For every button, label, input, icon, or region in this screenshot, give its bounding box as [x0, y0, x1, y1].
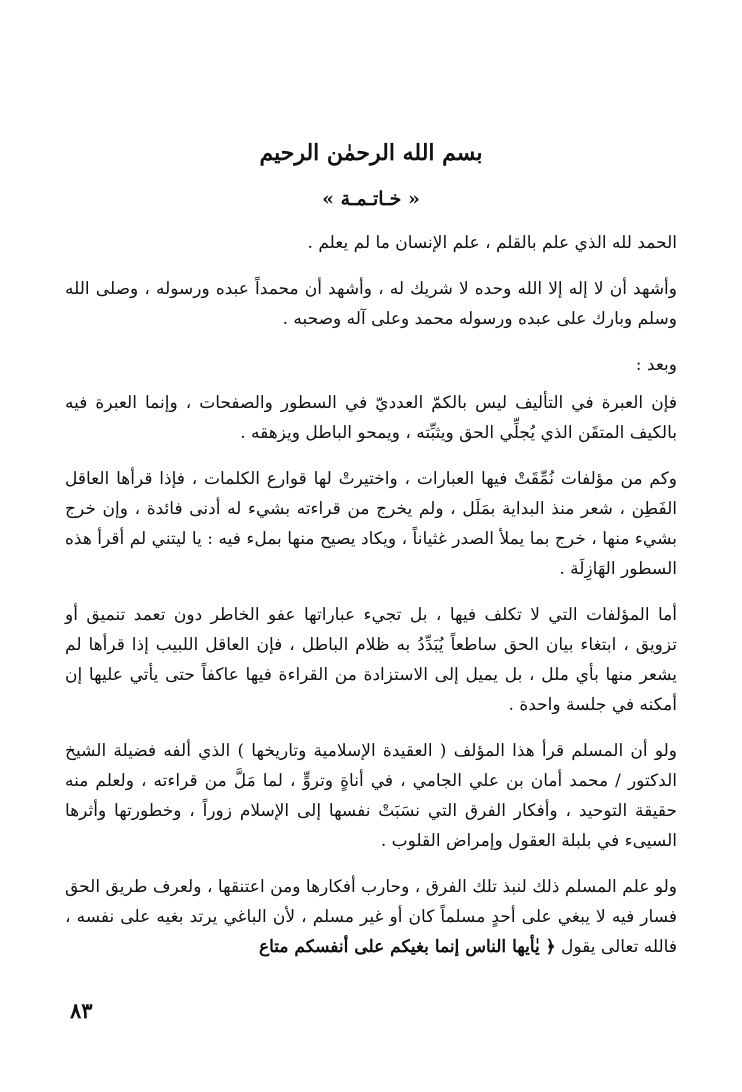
- section-title: « خـاتـمـة »: [322, 188, 420, 210]
- paragraph-book-mention: ولو أن المسلم قرأ هذا المؤلف ( العقيدة الإسلامية وتاريخها ) الذي ألفه فضيلة الشيخ الدكتور / محمد أمان بن علي الجامي ، في أناةٍ وتروٍّ ، لما مَلَّ من قراءته ، ولعلم منه حقيقة التوحيد ، وأفكار الفرق التي نسَبَتْ نفسها إلى الإسلام زوراً ، وخطورتها وأثرها السيىء في بلبلة العقول وإمراض القلوب .: [65, 741, 677, 851]
- paragraph-ornate-works: وكم من مؤلفات نُمِّقَتْ فيها العبارات ، واختيرتْ لها قوارع الكلمات ، فإذا قرأها العاقل الفَطِن ، شعر منذ البداية بمَلَل ، ولم يخرج من قراءته بشيء له أدنى فائدة ، وإن خرج بشيء منها ، خرج بما يملأ الصدر غثياناً ، ويكاد يصيح منها بملء فيه : يا ليتني لم أقرأ هذه السطور الهَازِلَة .: [65, 469, 677, 579]
- paragraph-conclusion: [65, 872, 677, 962]
- paragraph-lesson: فإن العبرة في التأليف ليس بالكمّ العدديّ في السطور والصفحات ، وإنما العبرة فيه بالكيف المتقَن الذي يُجلِّي الحق ويثبِّته ، ويمحو الباطل ويزهقه .: [65, 393, 677, 443]
- paragraph-conclusion-text: ولو علم المسلم ذلك لنبذ تلك الفرق ، وحارب أفكارها ومن اعتنقها ، ولعرف طريق الحق فسار فيه لا يبغي على أحدٍ مسلماً كان أو غير مسلم ، لأن الباغي يرتد بغيه على نفسه ، فالله تعالى يقول: [65, 877, 677, 957]
- page-number: ٨٣: [70, 998, 93, 1023]
- paragraph-wa-bad: وبعد :: [635, 355, 677, 375]
- paragraph-simple-works: أما المؤلفات التي لا تكلف فيها ، بل تجيء عباراتها عفو الخاطر دون تعمد تنميق أو تزويق ، ابتغاء بيان الحق ساطعاً يُبَدِّدُ به ظلام الباطل ، فإن العاقل اللبيب إذا قرأها لم يشعر منها بأي ملل ، بل يميل إلى الاستزادة من القراءة فيها عاكفاً حتى يأتي عليها إن أمكنه في جلسة واحدة .: [65, 605, 677, 715]
- paragraph-praise: الحمد لله الذي علم بالقلم ، علم الإنسان ما لم يعلم .: [307, 233, 677, 253]
- paragraph-shahada: وأشهد أن لا إله إلا الله وحده لا شريك له ، وأشهد أن محمداً عبده ورسوله ، وصلى الله وسلم وبارك على عبده ورسوله محمد وعلى آله وصحبه .: [65, 279, 677, 329]
- quran-verse: ﴿ يٰأيها الناس إنما بغيكم على أنفسكم متاع: [258, 937, 556, 957]
- body-text: [65, 228, 677, 978]
- basmala-heading: بسم الله الرحمٰن الرحيم: [259, 140, 483, 166]
